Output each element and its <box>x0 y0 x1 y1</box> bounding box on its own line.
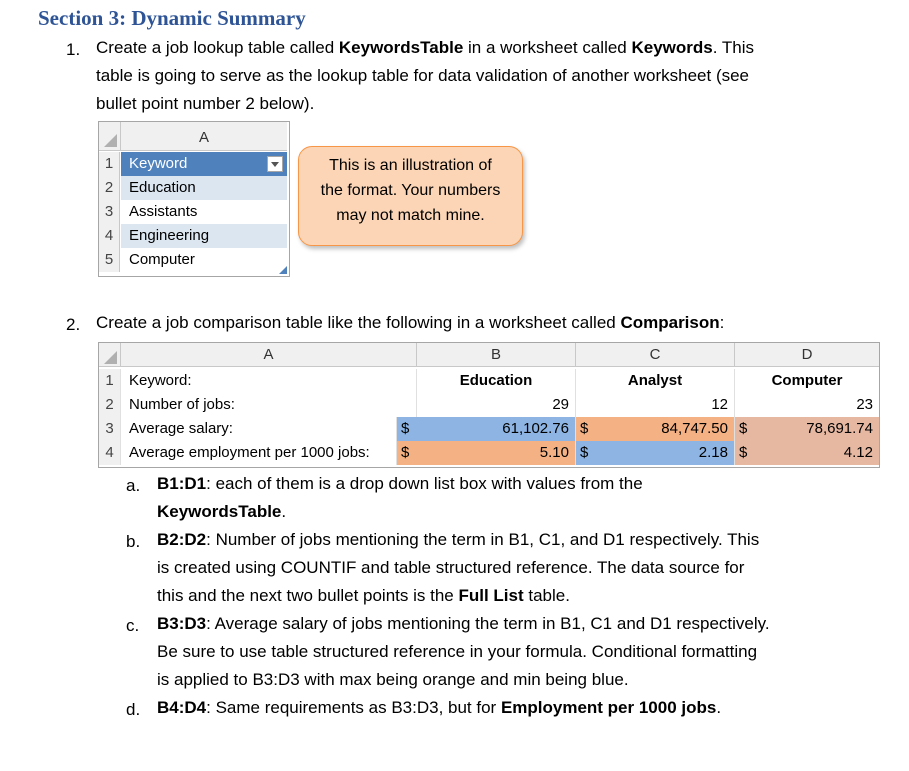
currency-symbol: $ <box>580 420 589 437</box>
currency-symbol: $ <box>739 444 748 461</box>
text: : <box>719 313 725 332</box>
table-row <box>99 200 287 224</box>
row-number: 4 <box>99 224 120 248</box>
row-label[interactable]: Average employment per 1000 jobs: <box>121 441 397 465</box>
item2-paragraph <box>96 309 724 337</box>
text: . <box>281 502 287 521</box>
bold-text: B4:D4 <box>157 698 207 717</box>
text: in a worksheet called <box>463 38 632 57</box>
cell-value: 84,747.50 <box>661 420 728 437</box>
sub-item-letter: b. <box>126 532 141 551</box>
keyword-dropdown-d1[interactable]: Computer <box>771 372 843 389</box>
comparison-table-illustration <box>98 342 880 468</box>
text: : Same requirements as B3:D3, but for <box>206 698 501 717</box>
filter-dropdown-button[interactable] <box>267 156 283 172</box>
bold-text: KeywordsTable <box>157 502 282 521</box>
bold-text: B1:D1 <box>157 474 207 493</box>
text-line: bullet point number 2 below). <box>96 94 315 113</box>
callout-line: the format. Your numbers <box>320 182 501 199</box>
table-row <box>99 393 879 417</box>
sub-item-a <box>157 470 643 526</box>
item-number: 2. <box>66 315 81 334</box>
salary-cell-d3[interactable] <box>735 417 879 441</box>
text-line: table is going to serve as the lookup table for data validation of another worksheet (see <box>96 66 750 85</box>
employment-cell-c4[interactable] <box>576 441 735 465</box>
sub-item-letter: c. <box>126 616 140 635</box>
callout-note <box>298 146 523 246</box>
table-row <box>99 248 287 272</box>
cell-value: 61,102.76 <box>502 420 569 437</box>
jobs-cell-c2[interactable] <box>576 393 735 417</box>
currency-symbol: $ <box>739 420 748 437</box>
row-number: 4 <box>99 441 121 465</box>
corner-triangle-icon <box>99 343 120 366</box>
row-number: 5 <box>99 248 120 272</box>
cell-value: 12 <box>711 396 728 413</box>
resize-handle-icon[interactable] <box>279 266 287 274</box>
column-header-c[interactable]: C <box>576 343 735 367</box>
bold-text: Keywords <box>631 38 713 57</box>
sub-item-letter: a. <box>126 476 141 495</box>
text: . This <box>712 38 754 57</box>
text: . <box>716 698 722 717</box>
table-row <box>99 369 879 393</box>
select-all-corner[interactable] <box>99 122 121 150</box>
item-number: 1. <box>66 40 81 59</box>
text-line: is applied to B3:D3 with max being orange and min being blue. <box>157 670 629 689</box>
sub-item-d <box>157 694 721 722</box>
text-line: is created using COUNTIF and table structured reference. The data source for <box>157 558 745 577</box>
text: Create a job lookup table called <box>96 38 339 57</box>
item1-paragraph <box>96 34 754 118</box>
row-number: 3 <box>99 417 121 441</box>
callout-line: may not match mine. <box>336 207 485 224</box>
sub-item-letter: d. <box>126 700 141 719</box>
keywords-table-illustration <box>98 121 290 277</box>
row-number: 2 <box>99 393 121 417</box>
column-header-d[interactable]: D <box>735 343 879 367</box>
column-header-a[interactable]: A <box>198 129 209 146</box>
bold-text: Full List <box>458 586 524 605</box>
column-header-b[interactable]: B <box>417 343 576 367</box>
cell-value: 5.10 <box>539 444 569 461</box>
currency-symbol: $ <box>401 444 410 461</box>
keyword-dropdown-b1[interactable]: Education <box>417 369 576 393</box>
employment-cell-d4[interactable] <box>735 441 879 465</box>
row-number: 3 <box>99 200 120 224</box>
text-line: Be sure to use table structured reference in your formula. Conditional formatting <box>157 642 758 661</box>
text: this and the next two bullet points is the <box>157 586 459 605</box>
text: : each of them is a drop down list box with values from the <box>206 474 643 493</box>
row-label[interactable]: Number of jobs: <box>121 393 417 417</box>
row-label[interactable]: Average salary: <box>121 417 397 441</box>
header-cell[interactable]: Keyword <box>121 152 287 176</box>
cell-value: 4.12 <box>843 444 873 461</box>
bold-text: B2:D2 <box>157 530 207 549</box>
corner-triangle-icon <box>99 122 120 150</box>
sub-item-c <box>157 610 770 694</box>
chevron-down-icon <box>268 157 282 171</box>
text: : Number of jobs mentioning the term in B1, C1, and D1 respectively. This <box>206 530 760 549</box>
currency-symbol: $ <box>580 444 589 461</box>
currency-symbol: $ <box>401 420 410 437</box>
cell-value: 2.18 <box>698 444 728 461</box>
row-number: 2 <box>99 176 120 200</box>
table-row <box>99 417 879 441</box>
row-label[interactable]: Keyword: <box>121 369 417 393</box>
callout-line: This is an illustration of <box>329 157 492 174</box>
text: Create a job comparison table like the following in a worksheet called <box>96 313 621 332</box>
salary-cell-c3[interactable] <box>576 417 735 441</box>
table-cell[interactable]: Engineering <box>121 224 287 248</box>
sub-item-b <box>157 526 759 610</box>
bold-text: Employment per 1000 jobs <box>500 698 717 717</box>
table-row <box>99 441 879 465</box>
section-heading: Section 3: Dynamic Summary <box>38 6 306 30</box>
jobs-cell-d2[interactable] <box>735 393 879 417</box>
row-number: 1 <box>99 152 120 176</box>
bold-text: KeywordsTable <box>338 38 464 57</box>
bold-text: Comparison <box>620 313 720 332</box>
table-row <box>99 224 287 248</box>
bold-text: B3:D3 <box>157 614 207 633</box>
cell-value: 29 <box>552 396 569 413</box>
salary-cell-b3[interactable] <box>397 417 576 441</box>
keyword-dropdown-c1[interactable]: Analyst <box>576 369 735 393</box>
employment-cell-b4[interactable] <box>397 441 576 465</box>
jobs-cell-b2[interactable] <box>417 393 576 417</box>
cell-value: 23 <box>856 396 873 413</box>
cell-value: 78,691.74 <box>806 420 873 437</box>
text: table. <box>523 586 570 605</box>
table-row <box>99 152 287 176</box>
select-all-corner[interactable] <box>99 343 121 367</box>
row-number: 1 <box>99 369 121 393</box>
table-cell[interactable]: Computer <box>129 251 195 268</box>
column-header-a[interactable]: A <box>121 343 417 367</box>
table-cell[interactable]: Education <box>121 176 287 200</box>
column-header-bar <box>99 122 287 151</box>
table-row <box>99 176 287 200</box>
text: : Average salary of jobs mentioning the term in B1, C1 and D1 respectively. <box>206 614 770 633</box>
table-cell[interactable]: Assistants <box>129 203 198 220</box>
